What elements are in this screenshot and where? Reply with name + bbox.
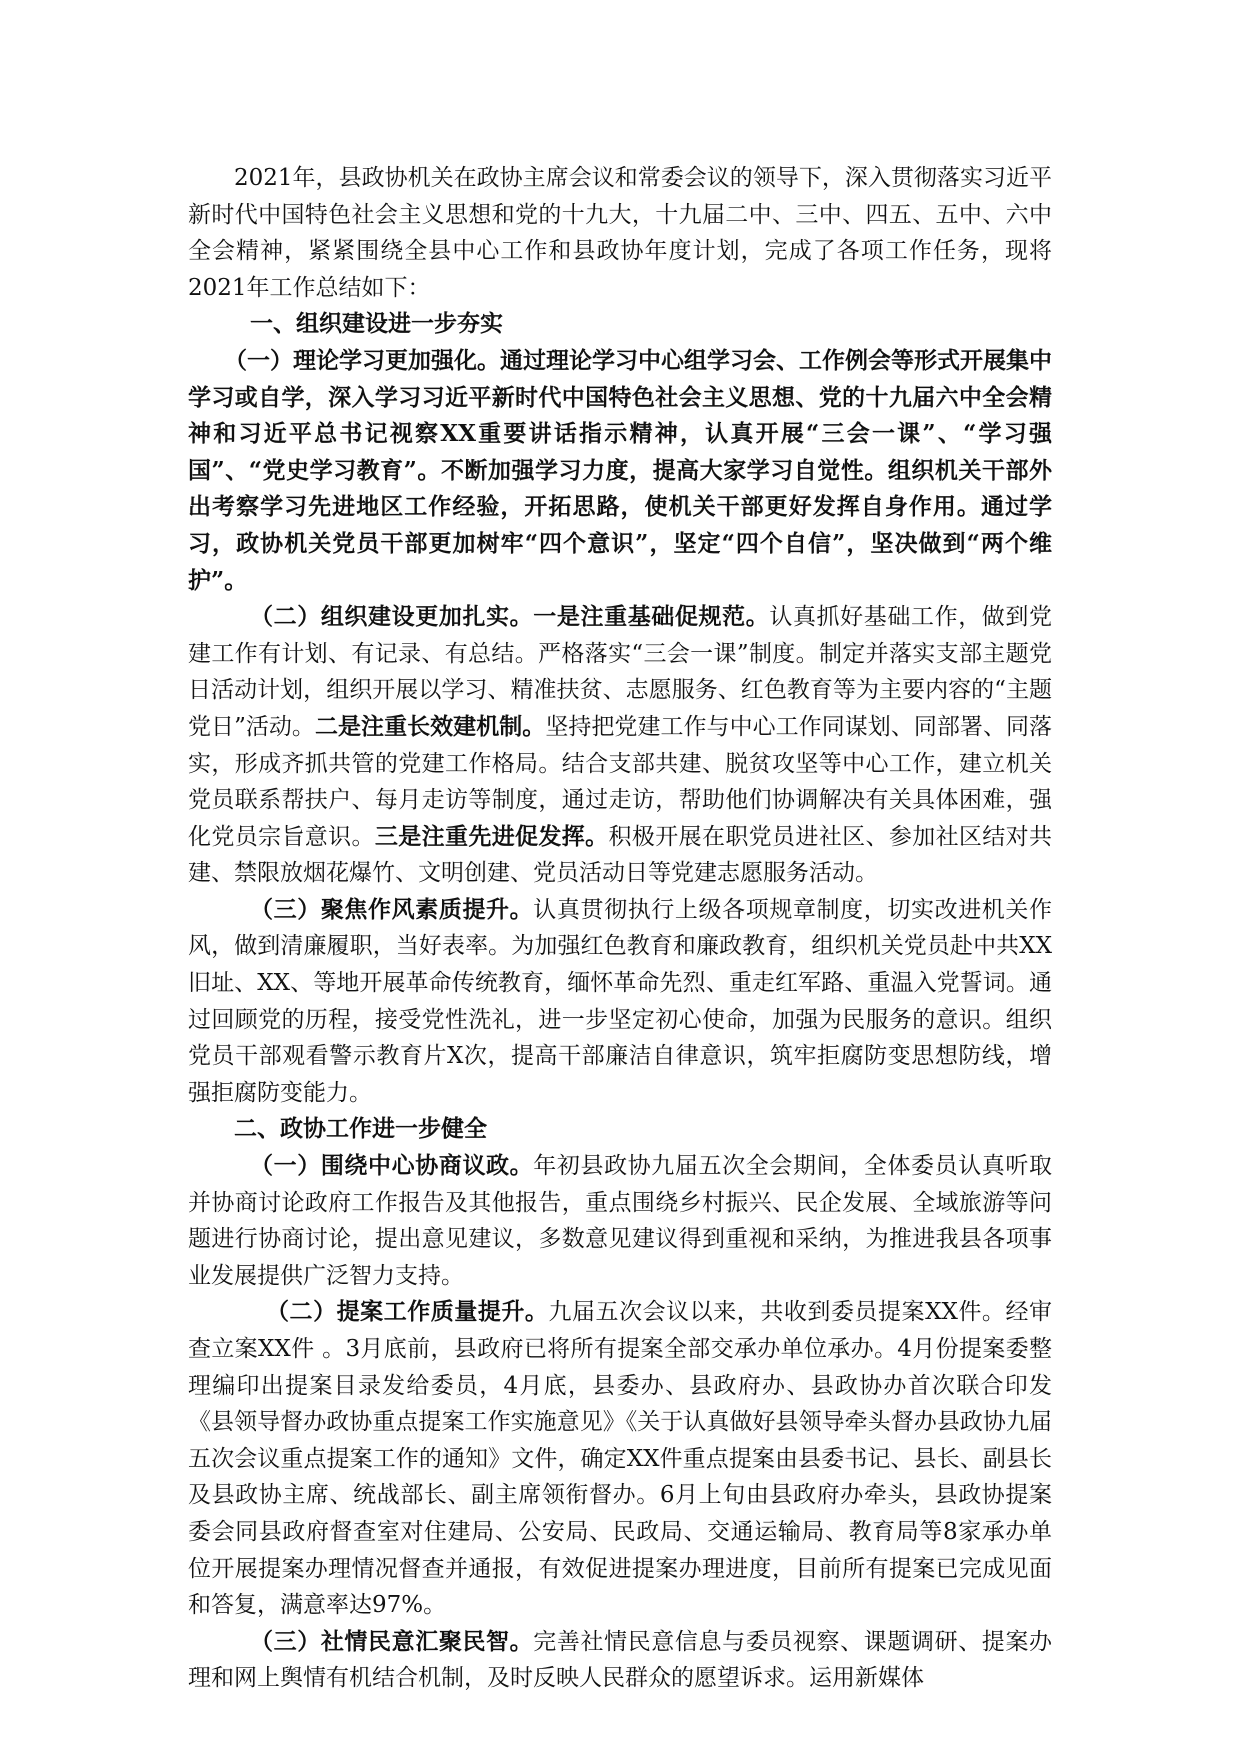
text-segment: 年初县政协九届五次全会期间，全体委员认真听取并协商讨论政府工作报告及其他报告，重点围绕乡村振兴、民企发展、全域旅游等问题进行协商讨论，提出意见建议，多数意见建议得到重视和采纳，为推进我县各项事业发展提供广泛智力支持。 xyxy=(188,1153,1053,1289)
text-segment: 认真抓好基础工作，做到党建工作有计划、有记录、有总结。严格落实“三会一课”制度。制定并落实支部主题党日活动计划，组织开展以学习、精准扶贫、志愿服务、红色教育等为主要内容的“主题党日”活动。 xyxy=(188,604,1053,740)
subheading-public-opinion: （三）社情民意汇聚民智。 xyxy=(250,1627,534,1655)
text-segment: 坚持把党建工作与中心工作同谋划、同部署、同落实，形成齐抓共管的党建工作格局。结合支部共建、脱贫攻坚等中心工作，建立机关党员联系帮扶户、每月走访等制度，通过走访，帮助他们协调解决有关具体困难，强化党员宗旨意识。 xyxy=(188,713,1053,850)
subheading-consultation: （一）围绕中心协商议政。 xyxy=(250,1152,534,1180)
document-body xyxy=(188,160,1052,1697)
text-segment: 完善社情民意信息与委员视察、课题调研、提案办理和网上舆情有机结合机制，及时反映人民群众的愿望诉求。运用新媒体 xyxy=(188,1628,1053,1692)
subheading-work-style: （三）聚焦作风素质提升。 xyxy=(250,895,534,923)
paragraph-work-style xyxy=(188,892,1052,1112)
paragraph-theory-study: （一）理论学习更加强化。通过理论学习中心组学习会、工作例会等形式开展集中学习或自学，深入学习习近平新时代中国特色社会主义思想、党的十九届六中全会精神和习近平总书记视察XX重要讲话指示精神，认真开展“三会一课”、“学习强国”、“党史学习教育”。不断加强学习力度，提高大家学习自觉性。组织机关干部外出考察学习先进地区工作经验，开拓思路，使机关干部更好发挥自身作用。通过学习，政协机关党员干部更加树牢“四个意识”，坚定“四个自信”，坚决做到“两个维护”。 xyxy=(188,346,1052,594)
paragraph-organization-building xyxy=(188,599,1052,892)
text-segment: 认真贯彻执行上级各项规章制度，切实改进机关作风，做到清廉履职，当好表率。为加强红色教育和廉政教育，组织机关党员赴中共XX旧址、XX、等地开展革命传统教育，缅怀革命先烈、重走红军路、重温入党誓词。通过回顾党的历程，接受党性洗礼，进一步坚定初心使命，加强为民服务的意识。组织党员干部观看警示教育片X次，提高干部廉洁自律意识，筑牢拒腐防变思想防线，增强拒腐防变能力。 xyxy=(188,896,1053,1106)
intro-paragraph: 2021年，县政协机关在政协主席会议和常委会议的领导下，深入贯彻落实习近平新时代中国特色社会主义思想和党的十九大，十九届二中、三中、四五、五中、六中全会精神，紧紧围绕全县中心工作和县政协年度计划，完成了各项工作任务，现将2021年工作总结如下： xyxy=(188,165,1052,301)
paragraph-proposals xyxy=(188,1294,1052,1623)
text-segment: 积极开展在职党员进社区、参加社区结对共建、禁限放烟花爆竹、文明创建、党员活动日等党建志愿服务活动。 xyxy=(188,823,1053,887)
text-segment: 九届五次会议以来，共收到委员提案XX件。经审查立案XX件 。3月底前，县政府已将所有提案全部交承办单位承办。4月份提案委整理编印出提案目录发给委员，4月底，县委办、县政府办、县政协办首次联合印发《县领导督办政协重点提案工作实施意见》《关于认真做好县领导牵头督办县政协九届五次会议重点提案工作的通知》文件，确定XX件重点提案由县委书记、县长、副县长及县政协主席、统战部长、副主席领衔督办。6月上旬由县政府办牵头，县政协提案委会同县政府督查室对住建局、公安局、民政局、交通运输局、教育局等8家承办单位开展提案办理情况督查并通报，有效促进提案办理进度，目前所有提案已完成见面和答复，满意率达97%。 xyxy=(188,1299,1052,1619)
subheading-organization: （二）组织建设更加扎实。一是注重基础促规范。 xyxy=(250,603,770,631)
subheading-proposals: （二）提案工作质量提升。 xyxy=(266,1298,549,1326)
subheading-mechanism: 二是注重长效建机制。 xyxy=(314,712,546,740)
subheading-advanced: 三是注重先进促发挥。 xyxy=(374,822,609,850)
section-heading-2: 二、政协工作进一步健全 xyxy=(234,1115,487,1143)
paragraph-public-opinion xyxy=(188,1624,1052,1697)
section-heading-1: 一、组织建设进一步夯实 xyxy=(250,310,503,338)
paragraph-consultation xyxy=(188,1148,1052,1294)
